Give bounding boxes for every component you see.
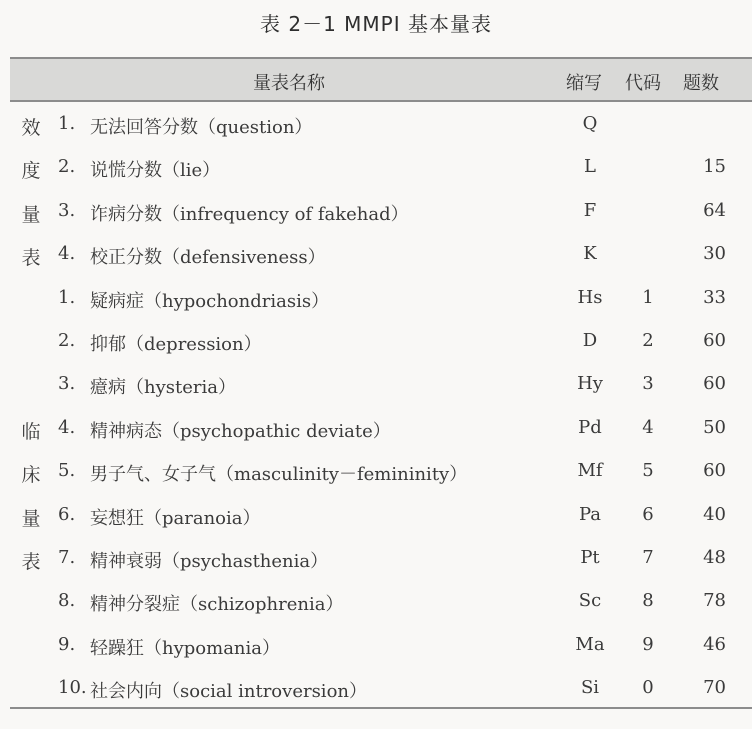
group-label: 度 — [21, 160, 41, 183]
table-row — [10, 319, 752, 362]
row-number: 3. — [58, 373, 76, 395]
scale-name: 精神病态（psychopathic deviate） — [90, 420, 391, 442]
table-row — [10, 232, 752, 275]
scale-abbr: Pt — [580, 546, 600, 568]
scale-name: 癔病（hysteria） — [90, 377, 236, 399]
scale-name: 妄想狂（paranoia） — [90, 507, 261, 529]
scale-code: 6 — [642, 503, 654, 525]
scale-code: 9 — [642, 633, 654, 655]
group-label: 表 — [21, 247, 41, 270]
row-number: 2. — [58, 329, 76, 351]
item-count: 46 — [703, 633, 726, 655]
group-label: 效 — [21, 117, 41, 139]
scale-name: 男子气、女子气（masculinity－femininity） — [90, 464, 468, 486]
row-number: 10. — [58, 677, 87, 699]
scale-name: 校正分数（defensiveness） — [90, 247, 326, 269]
scale-code: 3 — [642, 373, 654, 395]
item-count: 30 — [703, 243, 726, 265]
scale-code: 8 — [642, 590, 654, 612]
group-label: 量 — [21, 203, 41, 226]
item-count: 78 — [703, 590, 726, 612]
scale-code: 4 — [642, 416, 654, 438]
header-code: 代码 — [625, 73, 661, 94]
scale-abbr: Mf — [577, 460, 603, 482]
scale-name: 轻躁狂（hypomania） — [90, 637, 281, 659]
scale-abbr: Hs — [577, 286, 603, 308]
scale-abbr: L — [584, 156, 596, 178]
item-count: 70 — [703, 677, 726, 699]
scale-abbr: Q — [582, 113, 598, 134]
item-count: 60 — [703, 329, 726, 351]
table-row — [10, 623, 752, 666]
scale-code: 7 — [642, 546, 654, 568]
row-number: 7. — [58, 546, 76, 568]
item-count: 64 — [703, 199, 726, 221]
scale-name: 社会内向（social introversion） — [90, 681, 367, 703]
row-number: 3. — [58, 199, 76, 221]
table-caption: 表 2－1 MMPI 基本量表 — [260, 12, 492, 36]
scale-abbr: F — [583, 199, 597, 221]
scale-name: 诈病分数（infrequency of fakehad） — [90, 203, 409, 225]
row-number: 4. — [58, 416, 76, 438]
group-label: 临 — [21, 420, 41, 443]
header-abbr: 缩写 — [566, 73, 602, 94]
scale-name: 疑病症（hypochondriasis） — [90, 290, 330, 312]
scale-name: 抑郁（depression） — [90, 333, 262, 355]
table-body — [10, 102, 752, 709]
item-count: 60 — [703, 373, 726, 395]
table-row — [10, 362, 752, 405]
bottom-rule — [10, 707, 752, 709]
table-row — [10, 102, 752, 145]
group-label: 量 — [21, 507, 41, 530]
header-items: 题数 — [683, 73, 719, 94]
item-count: 50 — [703, 416, 726, 438]
table-header — [10, 57, 752, 102]
row-number: 9. — [58, 633, 76, 655]
scale-abbr: Sc — [578, 590, 602, 612]
group-label: 表 — [21, 550, 41, 573]
table-row — [10, 536, 752, 579]
scale-name: 精神分裂症（schizophrenia） — [90, 594, 344, 616]
table-row — [10, 145, 752, 188]
scale-name: 说慌分数（lie） — [90, 160, 221, 182]
row-number: 5. — [58, 460, 76, 482]
row-number: 4. — [58, 243, 76, 265]
scale-abbr: Ma — [575, 633, 605, 655]
table-row — [10, 276, 752, 319]
scale-abbr: K — [583, 243, 597, 265]
scale-code: 2 — [642, 329, 654, 351]
item-count: 40 — [703, 503, 726, 525]
item-count: 33 — [703, 286, 726, 308]
table-row — [10, 449, 752, 492]
scale-abbr: Pa — [578, 503, 602, 525]
scale-abbr: Hy — [577, 373, 603, 395]
item-count: 48 — [703, 546, 726, 568]
scale-name: 精神衰弱（psychasthenia） — [90, 550, 329, 572]
row-number: 1. — [58, 113, 76, 134]
table-row — [10, 493, 752, 536]
table-row — [10, 406, 752, 449]
group-label: 床 — [21, 464, 41, 487]
row-number: 8. — [58, 590, 76, 612]
header-name: 量表名称 — [253, 73, 325, 94]
table-row — [10, 666, 752, 709]
scale-code: 0 — [642, 677, 654, 699]
table-row — [10, 189, 752, 232]
scale-abbr: Si — [580, 677, 600, 699]
item-count: 15 — [703, 156, 726, 178]
mmpi-table — [10, 57, 752, 709]
scale-abbr: D — [582, 329, 598, 351]
table-row — [10, 579, 752, 622]
scale-code: 5 — [642, 460, 654, 482]
row-number: 1. — [58, 286, 76, 308]
scale-abbr: Pd — [578, 416, 602, 438]
row-number: 2. — [58, 156, 76, 178]
scale-name: 无法回答分数（question） — [90, 117, 313, 138]
item-count: 60 — [703, 460, 726, 482]
row-number: 6. — [58, 503, 76, 525]
scale-code: 1 — [642, 286, 654, 308]
